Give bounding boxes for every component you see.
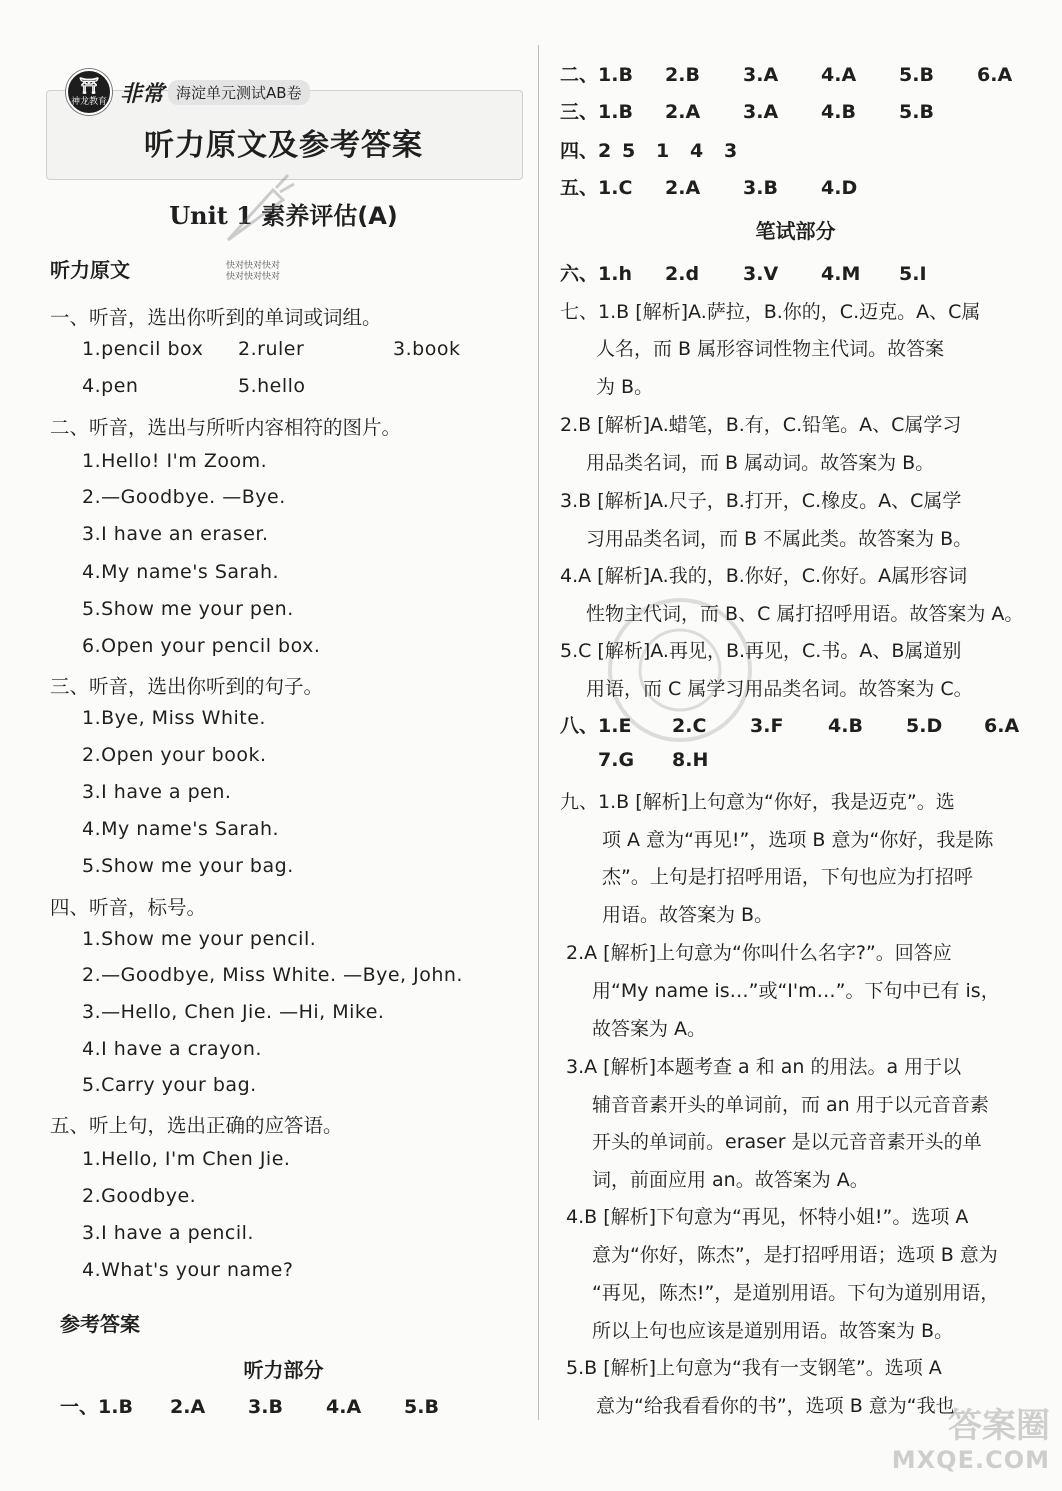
list-item: 4.pen [82, 375, 139, 397]
list-item: 2.Open your book. [82, 744, 267, 766]
list-item: 2.ruler [238, 338, 305, 360]
answer-cell: 6.A [984, 715, 1020, 737]
answer-cell: 2.C [672, 715, 707, 737]
answer-cell: 4.A [821, 64, 857, 86]
answer-cell: 4.B [821, 101, 856, 123]
brand-script: 非常 [120, 80, 165, 107]
answer-cell: 5.D [906, 715, 943, 737]
section-title: 三、听音，选出你听到的句子。 [50, 675, 324, 698]
unit-title-zh: 素养评估(A) [261, 202, 398, 230]
section-title: 五、听上句，选出正确的应答语。 [50, 1114, 343, 1137]
answer-cell: 5 [622, 140, 636, 162]
explanation-line: 3.B [解析]A.尺子，B.打开，C.橡皮。A、C属学 [560, 490, 962, 512]
page-title: 听力原文及参考答案 [144, 128, 423, 163]
explanation-line: “再见，陈杰!”，是道别用语。下句为道别用语， [592, 1282, 1000, 1304]
explanation-line: 所以上句也应该是道别用语。故答案为 B。 [592, 1320, 954, 1342]
answer-row [560, 60, 1037, 87]
answer-row [560, 259, 959, 286]
answer-cell: 8.H [672, 749, 709, 771]
answer-row [560, 173, 881, 200]
section-title: 一、听音，选出你听到的单词或词组。 [50, 306, 382, 329]
explanation-line: 意为“你好，陈杰”，是打招呼用语；选项 B 意为 [592, 1244, 998, 1266]
explanation-line: 4.B [解析]下句意为“再见，怀特小姐!”。选项 A [566, 1206, 969, 1228]
answers-heading: 参考答案 [60, 1312, 140, 1336]
answer-cell: 2.d [665, 263, 700, 285]
list-item: 5.Show me your bag. [82, 855, 294, 877]
list-item: 2.Goodbye. [82, 1185, 197, 1207]
gate-icon: ⛩ [78, 75, 100, 95]
transcript-heading: 听力原文 [50, 258, 130, 282]
logo-text: 神龙教育 [70, 96, 107, 107]
explanation-line: 杰”。上句是打招呼用语，下句也应为打招呼 [602, 866, 973, 888]
small-watermark-line: 快对快对快对 [226, 272, 281, 282]
explanation-line: 故答案为 A。 [592, 1018, 707, 1040]
list-item: 4.I have a crayon. [82, 1038, 262, 1060]
list-item: 4.What's your name? [82, 1259, 294, 1281]
small-watermark-line: 快对快对快对 [226, 261, 281, 271]
explanation-line: 用语，而 C 属学习用品类名词。故答案为 C。 [586, 678, 973, 700]
unit-title-en: Unit 1 [169, 201, 253, 230]
answer-cell: 2.B [665, 64, 700, 86]
list-item: 2.—Goodbye. —Bye. [82, 486, 286, 508]
answer-cell: 2.A [665, 177, 701, 199]
list-item: 5.hello [238, 375, 306, 397]
answer-cell: 5.I [899, 263, 927, 285]
answer-cell: 7.G [598, 749, 635, 771]
answer-cell: 4.D [821, 177, 858, 199]
answer-row [560, 136, 754, 163]
list-item: 3.I have a pencil. [82, 1222, 254, 1244]
explanation-line: 词，前面应用 an。故答案为 A。 [592, 1169, 869, 1191]
watermark-logo: 答案圈 [948, 1406, 1050, 1446]
answer-cell: 一、1.B [60, 1396, 133, 1418]
list-item: 5.Show me your pen. [82, 598, 294, 620]
explanation-line: 2.B [解析]A.蜡笔，B.有，C.铅笔。A、C属学习 [560, 414, 962, 436]
explanation-line: 用品类名词，而 B 属动词。故答案为 B。 [586, 452, 935, 474]
small-watermark [226, 261, 280, 283]
answer-cell: 3.B [743, 177, 778, 199]
list-item: 1.Hello! I'm Zoom. [82, 450, 268, 472]
explanation-line: 5.C [解析]A.再见，B.再见，C.书。A、B属道别 [560, 640, 962, 662]
explanation-line: 5.B [解析]上句意为“我有一支钢笔”。选项 A [566, 1357, 942, 1379]
explanation-line: 项 A 意为“再见!”，选项 B 意为“你好，我是陈 [602, 829, 994, 851]
publisher-logo [66, 69, 112, 115]
explanation-line: 九、1.B [解析]上句意为“你好，我是迈克”。选 [560, 791, 955, 813]
corner-watermark [891, 1406, 1050, 1477]
answer-cell: 3.A [743, 64, 779, 86]
answer-cell: 3.A [743, 101, 779, 123]
explanation-line: 人名，而 B 属形容词性物主代词。故答案 [596, 338, 945, 360]
explanation-line: 4.A [解析]A.我的，B.你好，C.你好。A属形容词 [560, 565, 968, 587]
answer-cell: 4.B [828, 715, 863, 737]
explanation-line: 3.A [解析]本题考查 a 和 an 的用法。a 用于以 [566, 1056, 962, 1078]
answer-cell: 四、2 [560, 140, 612, 162]
explanation-line: 为 B。 [596, 376, 654, 398]
list-item: 2.—Goodbye, Miss White. —Bye, John. [82, 964, 463, 986]
answer-cell: 二、1.B [560, 64, 633, 86]
answer-cell: 三、1.B [560, 101, 633, 123]
explanation-line: 2.A [解析]上句意为“你叫什么名字?”。回答应 [566, 942, 952, 964]
answer-cell: 6.A [977, 64, 1013, 86]
answer-cell: 3.B [248, 1396, 283, 1418]
explanation-line: 习用品类名词，而 B 不属此类。故答案为 B。 [586, 528, 973, 550]
explanation-line: 意为“给我看看你的书”，选项 B 意为“我也 [596, 1395, 955, 1417]
answer-cell: 5.B [404, 1396, 439, 1418]
watermark-domain: MXQE.COM [891, 1446, 1050, 1474]
answer-cell: 5.B [899, 101, 934, 123]
series-name: 海淀单元测试AB卷 [168, 80, 310, 105]
list-item: 1.Bye, Miss White. [82, 707, 266, 729]
list-item: 6.Open your pencil box. [82, 635, 321, 657]
list-item: 1.Hello, I'm Chen Jie. [82, 1148, 291, 1170]
list-item: 3.I have an eraser. [82, 523, 269, 545]
answer-cell: 4.A [326, 1396, 362, 1418]
section-title: 二、听音，选出与所听内容相符的图片。 [50, 416, 402, 439]
explanation-line: 七、1.B [解析]A.萨拉，B.你的，C.迈克。A、C属 [560, 301, 981, 323]
answer-cell: 3 [724, 140, 738, 162]
explanation-line: 用语。故答案为 B。 [602, 904, 774, 926]
list-item: 1.pencil box [82, 338, 204, 360]
list-item: 5.Carry your bag. [82, 1074, 257, 1096]
answer-cell: 5.B [899, 64, 934, 86]
answer-cell: 4.M [821, 263, 861, 285]
answer-cell: 1 [656, 140, 670, 162]
answer-cell: 3.V [743, 263, 779, 285]
explanation-line: 辅音音素开头的单词前，而 an 用于以元音音素 [592, 1094, 989, 1116]
brand-row [66, 70, 310, 114]
list-item: 3.book [393, 338, 461, 360]
written-part-title: 笔试部分 [755, 219, 836, 243]
answer-row [560, 711, 1034, 738]
answer-row [598, 749, 732, 771]
list-item: 3.—Hello, Chen Jie. —Hi, Mike. [82, 1001, 385, 1023]
list-item: 3.I have a pen. [82, 781, 232, 803]
answer-row [60, 1392, 464, 1419]
column-divider [538, 45, 539, 1420]
answer-row [560, 97, 959, 124]
answer-cell: 3.F [750, 715, 784, 737]
explanation-line: 性物主代词，而 B、C 属打招呼用语。故答案为 A。 [586, 603, 1024, 625]
listening-part-title: 听力部分 [243, 1358, 324, 1382]
section-title: 四、听音，标号。 [50, 896, 207, 919]
answer-cell: 4 [690, 140, 704, 162]
answer-cell: 八、1.E [560, 715, 632, 737]
answer-cell: 2.A [665, 101, 701, 123]
list-item: 4.My name's Sarah. [82, 818, 280, 840]
answer-cell: 六、1.h [560, 263, 632, 285]
answer-cell: 2.A [170, 1396, 206, 1418]
list-item: 1.Show me your pencil. [82, 928, 317, 950]
explanation-line: 开头的单词前。eraser 是以元音音素开头的单 [592, 1131, 982, 1153]
carrot-watermark-icon [218, 170, 298, 250]
explanation-line: 用“My name is…”或“I'm…”。下句中已有 is， [592, 980, 1000, 1002]
answer-cell: 五、1.C [560, 177, 633, 199]
list-item: 4.My name's Sarah. [82, 561, 280, 583]
